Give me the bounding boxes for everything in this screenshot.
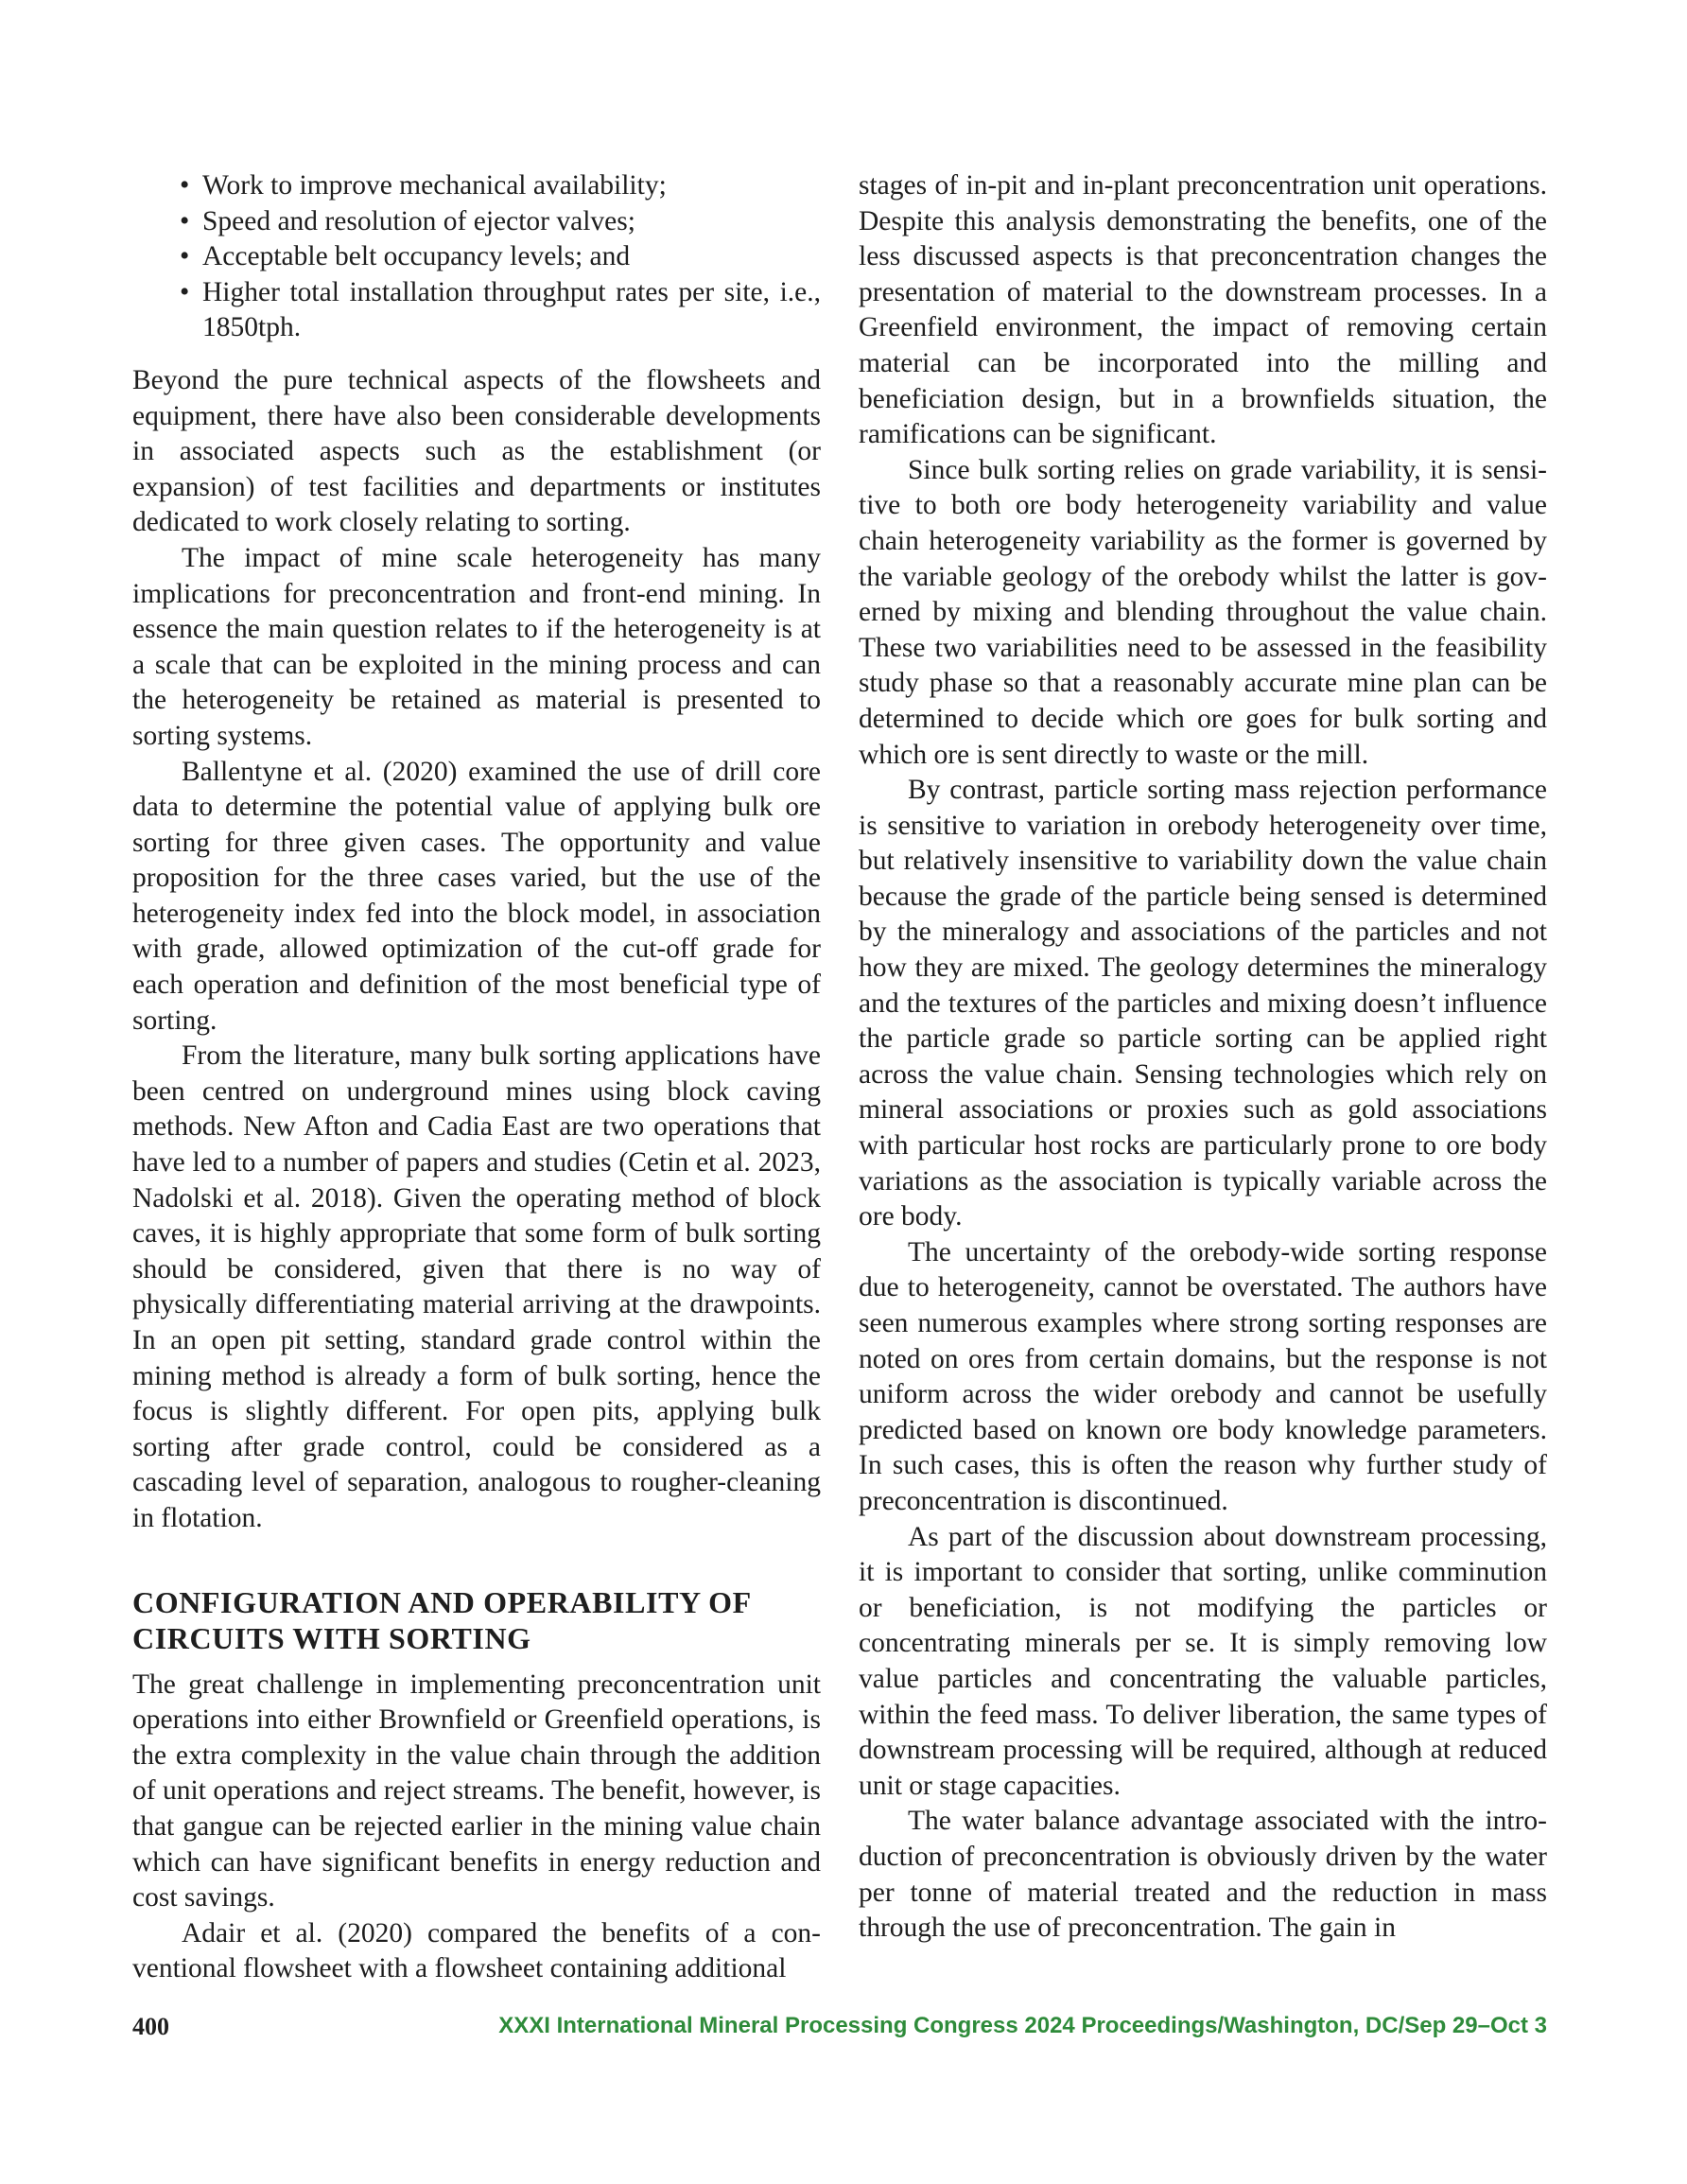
body-paragraph: Adair et al. (2020) compared the benefits of a conventional flowsheet with a flowsheet containing additional <box>132 1917 821 1984</box>
body-paragraph: Ballentyne et al. (2020) examined the use of drill core data to determine the potential value of applying bulk ore sorting for three given cases. The opportunity and value proposition for the three cases varied, but the use of the heterogeneity index fed into the block model, in association with grade, allowed optimization of the cut-off grade for each operation and definition of the most beneficial type of sorting. <box>132 756 821 1036</box>
body-paragraph: The uncertainty of the orebody-wide sorting response due to heterogeneity, cannot be overstated. The authors have seen numerous examples where strong sorting responses are noted on ores from certain domains, but the response is not uniform across the wider orebody and cannot be usefully predicted based on known ore body knowledge parameters. In such cases, this is often the reason why further study of preconcentration is discontinued. <box>859 1236 1547 1516</box>
running-footer-title: XXXI International Mineral Processing Congress 2024 Proceedings/Washington, DC/Sep 29–Oct 3 <box>498 2013 1547 2038</box>
body-paragraph: Since bulk sorting relies on grade variability, it is sensitive to both ore body heterogeneity variability and value chain heterogeneity variability as the former is governed by the variable geology of the orebody whilst the latter is governed by mixing and blending throughout the value chain. These two variabilities need to be assessed in the feasibility study phase so that a reasonably accurate mine plan can be determined to decide which ore goes for bulk sorting and which ore is sent directly to waste or the mill. <box>859 454 1547 770</box>
body-paragraph: From the literature, many bulk sorting applications have been centred on underground mines using block caving methods. New Afton and Cadia East are two operations that have led to a number of papers and studies (Cetin et al. 2023, Nadolski et al. 2018). Given the operating method of block caves, it is highly appropriate that some form of bulk sorting should be considered, given that there is no way of physically differentiating material arriving at the drawpoints. In an open pit setting, standard grade control within the mining method is already a form of bulk sorting, hence the focus is slightly different. For open pits, applying bulk sorting after grade control, could be considered as a cascading level of separation, analogous to rougher-cleaning in flotation. <box>132 1040 821 1533</box>
bullet-item: • Acceptable belt occupancy levels; and <box>182 239 821 275</box>
body-paragraph: The water balance advantage associated with the introduction of preconcentration is obviously driven by the water per tonne of material treated and the reduction in mass through the use of preconcentration. The gain in <box>859 1806 1547 1944</box>
page-footer <box>132 2013 1547 2051</box>
bullet-item: • Higher total installation throughput rates per site, i.e., 1850tph. <box>182 275 821 346</box>
page-number: 400 <box>132 2013 169 2040</box>
body-paragraph: stages of in-pit and in-plant preconcentration unit operations. Despite this analysis demonstrating the benefits, one of the less discussed aspects is that preconcentration changes the presentation of material to the downstream processes. In a Greenfield environment, the impact of removing certain material can be incorporated into the milling and beneficiation design, but in a brownfields situation, the ramifications can be significant. <box>859 170 1547 450</box>
section-heading: CONFIGURATION AND OPERABILITY OF CIRCUITS WITH SORTING <box>132 1584 751 1655</box>
bullet-item: • Work to improve mechanical availability; <box>182 168 821 204</box>
left-column <box>132 168 821 1987</box>
bullet-list <box>132 168 821 346</box>
bullet-item: • Speed and resolution of ejector valves; <box>182 204 821 240</box>
body-paragraph: The great challenge in implementing preconcentration unit operations into either Brownfield or Greenfield operations, is the extra complexity in the value chain through the addition of unit operations and reject streams. The benefit, however, is that gangue can be rejected earlier in the mining value chain which can have significant benefits in energy reduction and cost savings. <box>132 1669 821 1913</box>
body-paragraph: The impact of mine scale heterogeneity has many implications for preconcentration and front-end mining. In essence the main question relates to if the heterogeneity is at a scale that can be exploited in the mining process and can the heterogeneity be retained as material is presented to sorting systems. <box>132 542 821 751</box>
body-paragraph: By contrast, particle sorting mass rejection performance is sensitive to variation in orebody heterogeneity over time, but relatively insensitive to variability down the value chain because the grade of the particle being sensed is determined by the mineralogy and associations of the particles and not how they are mixed. The geology determines the mineralogy and the textures of the particles and mixing doesn’t influence the particle grade so particle sorting can be applied right across the value chain. Sensing technologies which rely on mineral associations or proxies such as gold associations with particular host rocks are particularly prone to ore body variations as the association is typically variable across the ore body. <box>859 775 1547 1232</box>
right-column <box>859 168 1547 1947</box>
body-paragraph: As part of the discussion about downstream processing, it is important to consider that sorting, unlike comminution or beneficiation, is not modifying the particles or concentrating minerals per se. It is simply removing low value particles and concentrating the valuable particles, within the feed mass. To deliver liberation, the same types of downstream processing will be required, although at reduced unit or stage capacities. <box>859 1521 1547 1801</box>
body-paragraph: Beyond the pure technical aspects of the flowsheets and equipment, there have also been considerable developments in associated aspects such as the establishment (or expansion) of test facilities and departments or institutes dedicated to work closely relating to sorting. <box>132 364 821 538</box>
